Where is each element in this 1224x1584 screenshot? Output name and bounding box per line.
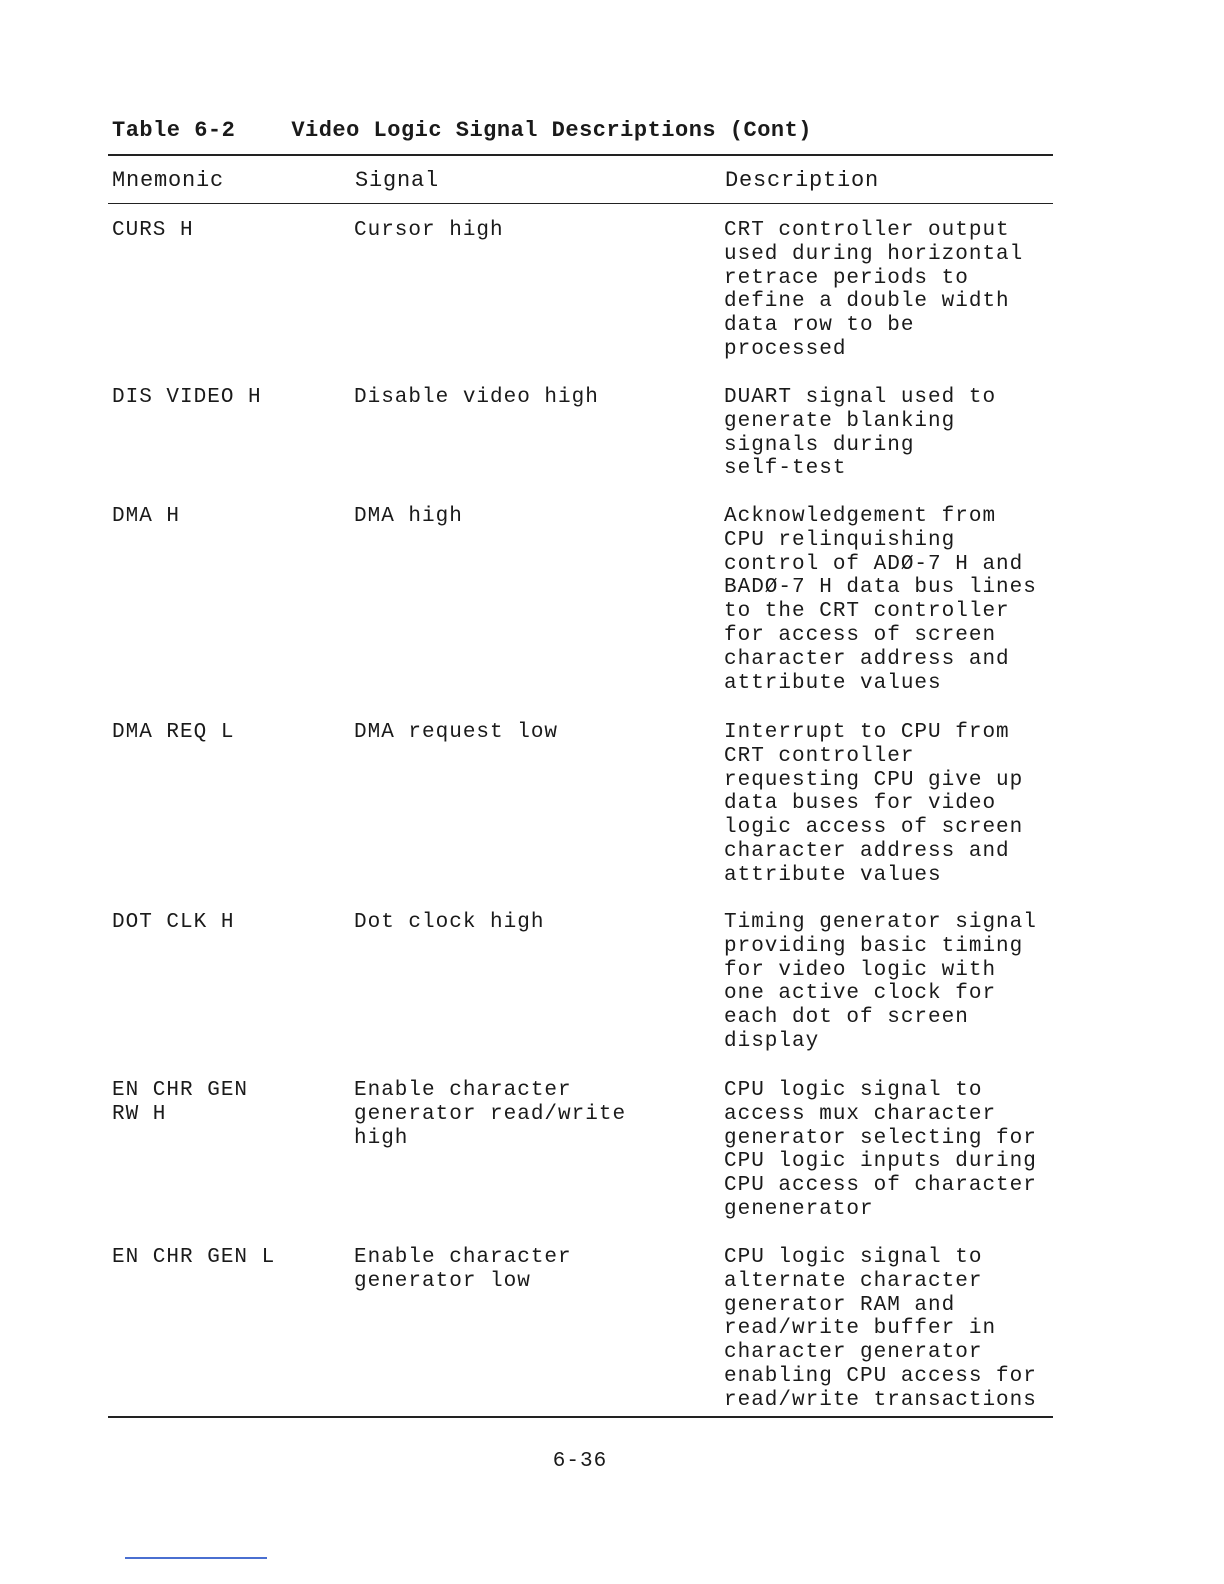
signal-cell: Cursor high [354, 219, 504, 242]
description-cell: Interrupt to CPU from CRT controller requesting CPU give up data buses for video logic access of screen character address and attribute values [724, 721, 1024, 887]
description-cell: CRT controller output used during horizontal retrace periods to define a double width data row to be processed [724, 219, 1024, 361]
description-cell: CPU logic signal to alternate character generator RAM and read/write buffer in character generator enabling CPU access for read/write transactions [724, 1246, 1037, 1412]
mnemonic-cell: DIS VIDEO H [112, 386, 262, 409]
description-cell: Acknowledgement from CPU relinquishing control of ADØ-7 H and BADØ-7 H data bus lines to the CRT controller for access of screen character address and attribute values [724, 505, 1037, 695]
signal-cell: DMA request low [354, 721, 559, 744]
table-title: Video Logic Signal Descriptions (Cont) [291, 118, 813, 143]
description-cell: DUART signal used to generate blanking signals during self-test [724, 386, 997, 481]
description-cell: CPU logic signal to access mux character generator selecting for CPU logic inputs during CPU access of character genenerator [724, 1079, 1037, 1221]
signal-cell: Dot clock high [354, 911, 545, 934]
mnemonic-cell: CURS H [112, 219, 194, 242]
description-cell: Timing generator signal providing basic timing for video logic with one active clock for each dot of screen display [724, 911, 1037, 1053]
column-header-signal: Signal [355, 168, 440, 193]
mnemonic-cell: DMA REQ L [112, 721, 235, 744]
mnemonic-cell: DMA H [112, 505, 181, 528]
header-divider-rule [108, 203, 1053, 204]
signal-cell: DMA high [354, 505, 463, 528]
mnemonic-cell: EN CHR GEN RW H [112, 1079, 249, 1126]
column-header-mnemonic: Mnemonic [112, 168, 225, 193]
scan-artifact-line [125, 1557, 267, 1559]
signal-cell: Disable video high [354, 386, 599, 409]
table-top-rule [108, 154, 1053, 156]
column-header-description: Description [725, 168, 880, 193]
table-bottom-rule [108, 1416, 1053, 1418]
page-number: 6-36 [552, 1450, 608, 1473]
table-caption [112, 118, 812, 143]
mnemonic-cell: EN CHR GEN L [112, 1246, 276, 1269]
mnemonic-cell: DOT CLK H [112, 911, 235, 934]
signal-cell: Enable character generator read/write high [354, 1079, 627, 1150]
signal-cell: Enable character generator low [354, 1246, 572, 1293]
table-number: Table 6-2 [112, 118, 236, 143]
